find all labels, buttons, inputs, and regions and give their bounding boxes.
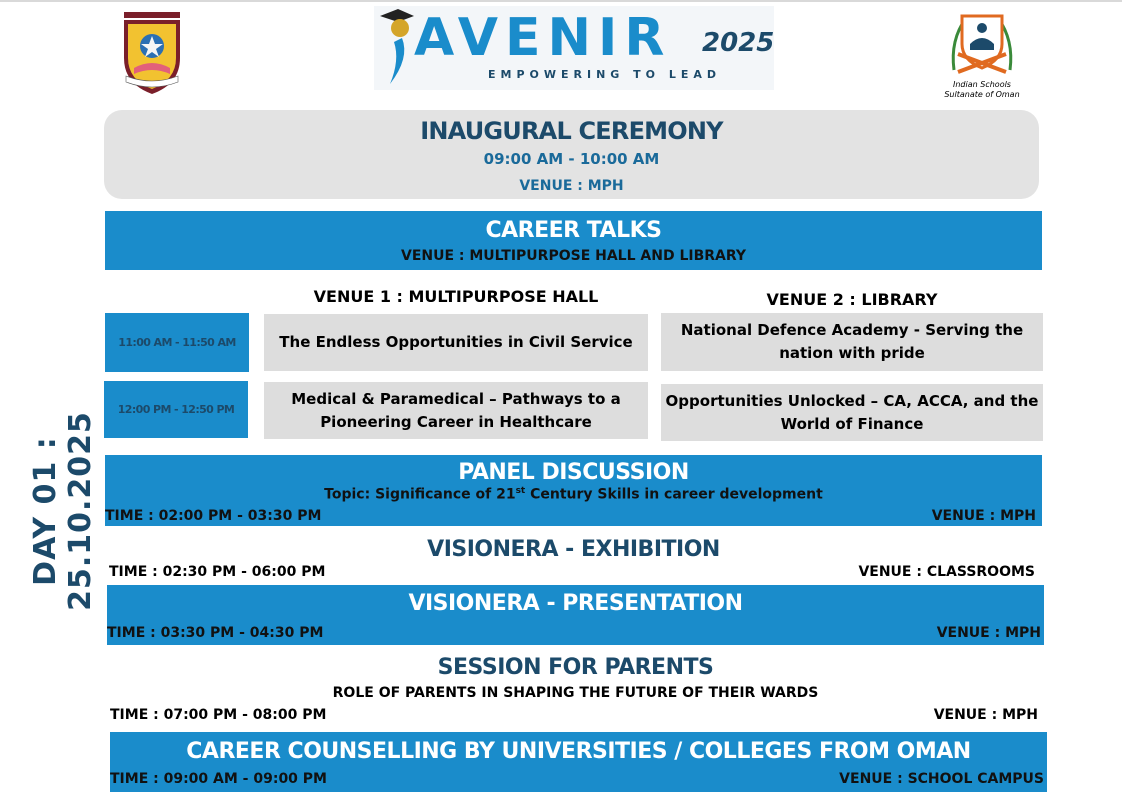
slot-time-1: 11:00 AM - 11:50 AM: [105, 313, 249, 372]
career-talks-banner: [105, 211, 1042, 270]
panel-topic-suffix: Century Skills in career development: [525, 486, 823, 503]
counselling-title: CAREER COUNSELLING BY UNIVERSITIES / COLLEGES FROM OMAN: [186, 739, 971, 764]
exhibition-title: VISIONERA - EXHIBITION: [427, 537, 720, 562]
panel-time: TIME : 02:00 PM - 03:30 PM: [105, 508, 322, 524]
venue2-talk-1: National Defence Academy - Serving the nation with pride: [661, 313, 1043, 371]
venue1-header: VENUE 1 : MULTIPURPOSE HALL: [313, 287, 599, 306]
presentation-venue: VENUE : MPH: [936, 625, 1041, 641]
inaugural-time: 09:00 AM - 10:00 AM: [483, 150, 660, 168]
panel-venue: VENUE : MPH: [931, 508, 1036, 524]
inaugural-panel: [104, 110, 1039, 199]
counselling-time: TIME : 09:00 AM - 09:00 PM: [110, 771, 327, 787]
presentation-title: VISIONERA - PRESENTATION: [408, 591, 743, 616]
counselling-venue: VENUE : SCHOOL CAMPUS: [839, 771, 1044, 787]
venue2-header: VENUE 2 : LIBRARY: [766, 290, 938, 309]
panel-topic-sup: st: [515, 486, 526, 496]
logo-tagline: EMPOWERING TO LEAD: [488, 68, 721, 81]
counselling-banner: [110, 732, 1047, 792]
graduate-figure-icon: [376, 6, 416, 88]
inaugural-venue: VENUE : MPH: [519, 178, 624, 194]
school-crest-icon: [118, 10, 186, 98]
parents-time: TIME : 07:00 PM - 08:00 PM: [110, 707, 327, 723]
career-talks-venue: VENUE : MULTIPURPOSE HALL AND LIBRARY: [400, 248, 747, 264]
right-logo-caption: [934, 80, 1030, 100]
parents-subtitle: ROLE OF PARENTS IN SHAPING THE FUTURE OF THEIR WARDS: [332, 685, 819, 701]
panel-topic-prefix: Topic: Significance of 21: [324, 486, 516, 503]
exhibition-venue: VENUE : CLASSROOMS: [858, 564, 1035, 580]
board-of-directors-icon: [948, 10, 1016, 80]
presentation-banner: [107, 585, 1044, 645]
day-label: DAY 01 : 25.10.2025: [28, 411, 98, 611]
venue1-talk-1: The Endless Opportunities in Civil Service: [264, 314, 648, 371]
logo-title: AVENIR: [414, 8, 672, 68]
logo-year: 2025: [702, 28, 775, 58]
presentation-time: TIME : 03:30 PM - 04:30 PM: [107, 625, 324, 641]
event-logo: [374, 6, 774, 90]
parents-venue: VENUE : MPH: [933, 707, 1038, 723]
panel-topic: [105, 486, 1042, 503]
right-logo-caption-1: Indian Schools: [953, 80, 1011, 89]
career-talks-title: CAREER TALKS: [485, 218, 662, 243]
exhibition-time: TIME : 02:30 PM - 06:00 PM: [109, 564, 326, 580]
top-divider: [0, 0, 1122, 2]
venue1-talk-2: Medical & Paramedical – Pathways to a Pioneering Career in Healthcare: [264, 382, 648, 439]
parents-title: SESSION FOR PARENTS: [437, 655, 714, 680]
panel-banner: [105, 455, 1042, 526]
panel-title: PANEL DISCUSSION: [458, 460, 689, 485]
slot-time-2: 12:00 PM - 12:50 PM: [104, 381, 248, 438]
inaugural-title: INAUGURAL CEREMONY: [420, 117, 723, 145]
right-logo-caption-2: Sultanate of Oman: [944, 90, 1020, 99]
venue2-talk-2: Opportunities Unlocked – CA, ACCA, and the World of Finance: [661, 384, 1043, 441]
